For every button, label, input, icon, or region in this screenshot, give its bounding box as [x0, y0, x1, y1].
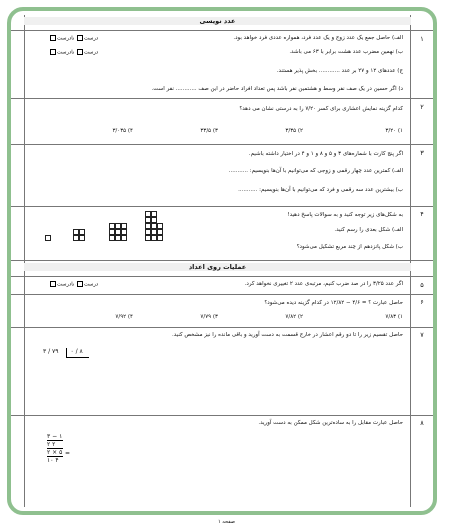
- page-footer: صفحه ۱: [218, 519, 235, 525]
- question-number: ۸: [420, 419, 424, 427]
- left-margin-line: [24, 15, 25, 507]
- false-label: نادرست: [57, 49, 75, 56]
- true-label: درست: [83, 281, 99, 288]
- checkbox[interactable]: [77, 35, 83, 41]
- true-false-choice[interactable]: [49, 35, 98, 42]
- false-label: نادرست: [57, 281, 75, 288]
- false-label: نادرست: [57, 35, 75, 42]
- q2-option-3[interactable]: ۳) ۳۳/۵: [200, 128, 218, 134]
- true-label: درست: [83, 35, 99, 42]
- q1-part-c: ج) عددهای ۱۲ و ۲۷ بر عدد ............ بخش پذیر هستند.: [276, 68, 403, 74]
- right-margin-line: [410, 15, 411, 507]
- q7-text: حاصل تقسیم زیر را تا دو رقم اعشار در خارج قسمت به دست آورید و باقی مانده را نیز مشخص کنید.: [172, 332, 403, 338]
- frac-line: ۳ − ۱: [47, 433, 63, 440]
- divider: [11, 30, 433, 31]
- dividend: ۳ / ۷۹: [43, 348, 59, 355]
- frac-line: ۱۰ ۴: [47, 457, 59, 464]
- section-title: عملیات روی اعداد: [24, 263, 411, 271]
- fraction-expression: ۳ − ۱ ۲ ۲ ۲ × ۵ = ۱۰ ۴: [47, 433, 71, 464]
- true-label: درست: [83, 49, 99, 56]
- question-number: ۲: [420, 103, 424, 111]
- question-number: ۶: [420, 298, 424, 306]
- q8-text: حاصل عبارت مقابل را به ساده‌ترین شکل ممکن به دست آورید.: [258, 420, 403, 426]
- q1-part-b: ب) نهمین مضرب عدد هشت برابر با ۶۳ می باشد.: [289, 49, 403, 55]
- divider: [11, 144, 433, 145]
- q5-text: اگر عدد ۳/۲۵ را در صد ضرب کنیم، مرتبه‌ی عدد ۲ تغییری نخواهد کرد.: [244, 281, 403, 287]
- q6-option-2[interactable]: ۲) ۷/۸۲: [285, 314, 303, 320]
- divisor: ۰ / ۸: [70, 348, 83, 355]
- q6-text: حاصل عبارت ؟ = ۴/۶ − ۱۲/۸۲ در کدام گزینه دیده می‌شود؟: [264, 300, 403, 306]
- division-layout: [43, 348, 89, 358]
- q3-part-a: الف) کمترین عدد چهار رقمی و زوجی که می‌توانیم با آن‌ها بنویسیم: ...........: [228, 168, 403, 174]
- q2-option-1[interactable]: ۱) ۳/۲۰: [385, 128, 403, 134]
- q3-part-b: ب) بیشترین عدد سه رقمی و فرد که می‌توانیم با آن‌ها بنویسیم: ...........: [238, 187, 403, 193]
- q2-option-2[interactable]: ۲) ۳/۳۵: [285, 128, 303, 134]
- q4-text: به شکل‌های زیر توجه کنید و به سوالات پاسخ دهید!: [287, 212, 403, 218]
- q6-option-4[interactable]: ۴) ۷/۹۲: [115, 314, 133, 320]
- frac-line: ۲ × ۵: [47, 449, 63, 456]
- divider: [11, 206, 433, 207]
- q3-text: اگر پنج کارت با شماره‌های ۳ و ۵ و ۸ و ۱ و ۴ در اختیار داشته باشیم.: [248, 151, 403, 157]
- q2-text: کدام گزینه نمایش اعشاری برای کسر ۷/۲۰ را به درستی نشان می دهد؟: [239, 106, 403, 112]
- checkbox[interactable]: [50, 281, 56, 287]
- divider: [11, 327, 433, 328]
- q4-part-b: ب) شکل پانزدهم از چند مربع تشکیل می‌شود؟: [296, 244, 403, 250]
- question-number: ۷: [420, 331, 424, 339]
- checkbox[interactable]: [50, 35, 56, 41]
- divider: [11, 98, 433, 99]
- q6-option-1[interactable]: ۱) ۷/۸۳: [385, 314, 403, 320]
- question-number: ۴: [420, 210, 424, 218]
- section-title: عدد نویسی: [24, 17, 411, 25]
- divider: [11, 294, 433, 295]
- frac-line: ۲ ۲: [47, 441, 63, 449]
- divider: [11, 276, 433, 277]
- question-number: ۵: [420, 281, 424, 289]
- checkbox[interactable]: [77, 49, 83, 55]
- q1-part-d: د) اگر حسین در یک صف نفر وسط و هشتمین نفر باشد پس تعداد افراد حاضر در این صف ............ نفر است.: [151, 86, 403, 92]
- page-border: [7, 7, 437, 515]
- question-number: ۱: [420, 35, 424, 43]
- true-false-choice[interactable]: [49, 49, 98, 56]
- true-false-choice[interactable]: [49, 281, 98, 288]
- divider: [11, 415, 433, 416]
- q1-part-a: الف) حاصل جمع یک عدد زوج و یک عدد فرد، همواره عددی فرد خواهد بود.: [233, 35, 403, 41]
- checkbox[interactable]: [50, 49, 56, 55]
- q4-part-a: الف) شکل بعدی را رسم کنید.: [334, 227, 403, 233]
- question-number: ۳: [420, 149, 424, 157]
- q2-option-4[interactable]: ۴) ۳/۰۳۵: [112, 128, 133, 134]
- divider: [11, 260, 433, 261]
- checkbox[interactable]: [77, 281, 83, 287]
- q6-option-3[interactable]: ۳) ۷/۷۹: [200, 314, 218, 320]
